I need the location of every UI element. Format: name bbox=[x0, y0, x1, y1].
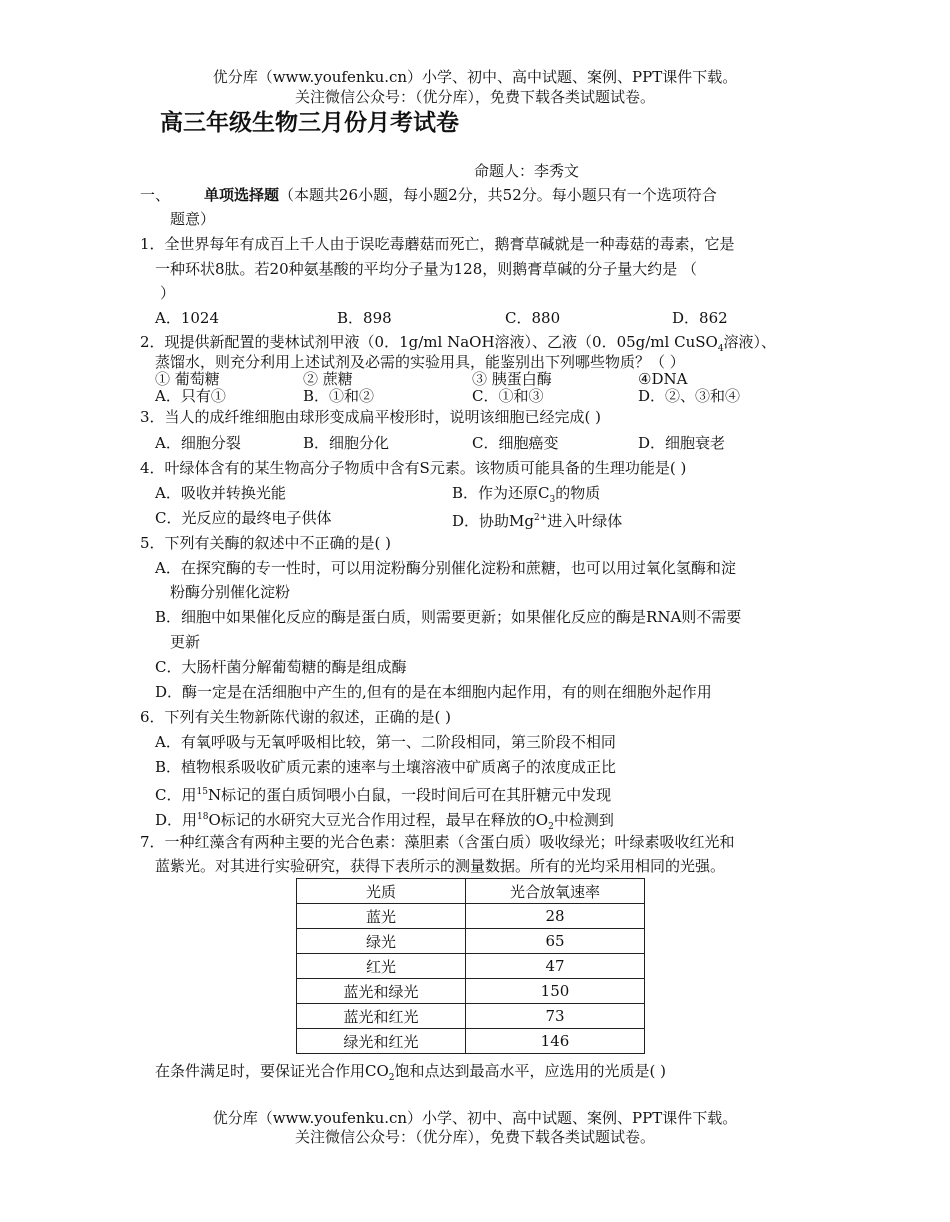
q1-stem-line-3: ） bbox=[160, 284, 176, 302]
q4-option-d-text: D．协助Mg bbox=[452, 512, 534, 530]
q6-o2-sub: 2 bbox=[548, 822, 554, 832]
q3-option-a[interactable]: A．细胞分裂 bbox=[155, 434, 241, 452]
q3-option-b[interactable]: B．细胞分化 bbox=[303, 434, 390, 452]
section-description: （本题共26小题，每小题2分，共52分。每小题只有一个选项符合 bbox=[279, 186, 717, 204]
q5-stem: 5．下列有关酶的叙述中不正确的是( ) bbox=[140, 534, 392, 552]
q7-stem-line-1: 7．一种红藻含有两种主要的光合色素：藻胆素（含蛋白质）吸收绿光；叶绿素吸收红光和 bbox=[140, 833, 735, 851]
q6-n15-sup: 15 bbox=[196, 787, 208, 797]
q1-option-c[interactable]: C．880 bbox=[505, 309, 561, 327]
q2-option-a[interactable]: A．只有① bbox=[155, 387, 226, 405]
table-cell-light: 绿光和红光 bbox=[297, 1029, 466, 1054]
q5-option-a[interactable]: A．在探究酶的专一性时，可以用淀粉酶分别催化淀粉和蔗糖，也可以用过氧化氢酶和淀 bbox=[155, 559, 736, 577]
table-cell-light: 蓝光和绿光 bbox=[297, 979, 466, 1004]
table-row bbox=[297, 979, 645, 1004]
q5-option-d[interactable]: D．酶一定是在活细胞中产生的,但有的是在本细胞内起作用，有的则在细胞外起作用 bbox=[155, 683, 712, 701]
footer-line-2: 关注微信公众号：（优分库），免费下载各类试题试卷。 bbox=[294, 1128, 655, 1146]
q2-item-2: ② 蔗糖 bbox=[303, 370, 353, 388]
q6-option-d-text-2: O标记的水研究大豆光合作用过程，最早在释放的O bbox=[208, 811, 549, 829]
light-quality-table bbox=[296, 878, 645, 1054]
q6-option-b[interactable]: B．植物根系吸收矿质元素的速率与土壤溶液中矿质离子的浓度成正比 bbox=[155, 758, 617, 776]
q5-option-a-cont: 粉酶分别催化淀粉 bbox=[170, 583, 291, 601]
q2-item-1: ① 葡萄糖 bbox=[155, 370, 220, 388]
table-header-light: 光质 bbox=[297, 879, 466, 904]
section-number: 一、 bbox=[140, 186, 171, 204]
q6-o18-sup: 18 bbox=[197, 812, 209, 822]
table-cell-light: 绿光 bbox=[297, 929, 466, 954]
q5-option-b-cont: 更新 bbox=[170, 633, 201, 651]
table-cell-light: 蓝光 bbox=[297, 904, 466, 929]
page-title: 高三年级生物三月份月考试卷 bbox=[160, 110, 459, 136]
table-row bbox=[297, 1004, 645, 1029]
section-description-cont: 题意） bbox=[170, 210, 216, 228]
q1-option-b[interactable]: B．898 bbox=[337, 309, 392, 327]
q2-option-b[interactable]: B．①和② bbox=[303, 387, 375, 405]
table-cell-rate: 73 bbox=[466, 1004, 645, 1029]
table-cell-rate: 150 bbox=[466, 979, 645, 1004]
table-row bbox=[297, 929, 645, 954]
q6-option-d-text: D．用 bbox=[155, 811, 198, 829]
q4-option-c[interactable]: C．光反应的最终电子供体 bbox=[155, 509, 332, 527]
q3-stem: 3．当人的成纤维细胞由球形变成扁平梭形时，说明该细胞已经完成( ) bbox=[140, 408, 602, 426]
q4-option-d-text-2: 进入叶绿体 bbox=[547, 512, 623, 530]
q2-so4-sub: 4 bbox=[717, 344, 724, 354]
q4-c3-sub: 3 bbox=[549, 495, 556, 505]
q3-option-d[interactable]: D．细胞衰老 bbox=[638, 434, 726, 452]
q5-option-b[interactable]: B．细胞中如果催化反应的酶是蛋白质，则需要更新；如果催化反应的酶是RNA则不需要 bbox=[155, 608, 742, 626]
table-cell-rate: 28 bbox=[466, 904, 645, 929]
footer-line-1: 优分库（www.youfenku.cn）小学、初中、高中试题、案例、PPT课件下载。 bbox=[212, 1109, 738, 1127]
q2-stem-text: 2．现提供新配置的斐林试剂甲液（0．1g/ml NaOH溶液）、乙液（0．05g/ml CuSO bbox=[140, 333, 718, 351]
q1-option-a[interactable]: A．1024 bbox=[155, 309, 220, 327]
table-cell-rate: 47 bbox=[466, 954, 645, 979]
section-heading bbox=[204, 184, 717, 206]
table-cell-rate: 65 bbox=[466, 929, 645, 954]
q6-stem: 6．下列有关生物新陈代谢的叙述，正确的是( ) bbox=[140, 708, 452, 726]
q2-option-d[interactable]: D．②、③和④ bbox=[638, 387, 741, 405]
q3-option-c[interactable]: C．细胞癌变 bbox=[472, 434, 559, 452]
q1-stem-line-1: 1．全世界每年有成百上千人由于误吃毒蘑菇而死亡，鹅膏草碱就是一种毒菇的毒素，它是 bbox=[140, 235, 735, 253]
q6-option-a[interactable]: A．有氧呼吸与无氧呼吸相比较，第一、二阶段相同，第三阶段不相同 bbox=[155, 733, 616, 751]
q1-stem-line-2: 一种环状8肽。若20种氨基酸的平均分子量为128，则鹅膏草碱的分子量大约是 （ bbox=[155, 260, 698, 278]
q4-option-a[interactable]: A．吸收并转换光能 bbox=[155, 484, 286, 502]
q4-mg-sup: 2+ bbox=[534, 513, 548, 523]
q4-option-b-text-2: 的物质 bbox=[555, 484, 601, 502]
table-row bbox=[297, 904, 645, 929]
q2-item-4: ④DNA bbox=[638, 370, 688, 388]
table-cell-rate: 146 bbox=[466, 1029, 645, 1054]
q2-stem-line-2: 蒸馏水，则充分利用上述试剂及必需的实验用具，能鉴别出下列哪些物质？（ ） bbox=[155, 353, 685, 371]
table-cell-light: 红光 bbox=[297, 954, 466, 979]
q4-stem: 4．叶绿体含有的某生物高分子物质中含有S元素。该物质可能具备的生理功能是( ) bbox=[140, 459, 687, 477]
q5-option-c[interactable]: C．大肠杆菌分解葡萄糖的酶是组成酶 bbox=[155, 658, 407, 676]
q4-option-b-text: B．作为还原C bbox=[452, 484, 550, 502]
q1-option-d[interactable]: D．862 bbox=[672, 309, 728, 327]
table-row bbox=[297, 954, 645, 979]
header-line-2: 关注微信公众号：（优分库），免费下载各类试题试卷。 bbox=[294, 88, 655, 106]
author-line: 命题人：李秀文 bbox=[474, 162, 580, 180]
q2-option-c[interactable]: C．①和③ bbox=[472, 387, 544, 405]
table-header-row bbox=[297, 879, 645, 904]
section-name: 单项选择题 bbox=[204, 186, 280, 204]
q7-co2-sub: 2 bbox=[388, 1073, 395, 1083]
q6-option-d-text-3: 中检测到 bbox=[553, 811, 614, 829]
header-line-1: 优分库（www.youfenku.cn）小学、初中、高中试题、案例、PPT课件下载。 bbox=[212, 68, 738, 86]
q6-option-c-text-2: N标记的蛋白质饲喂小白鼠，一段时间后可在其肝糖元中发现 bbox=[207, 786, 612, 804]
table-header-rate: 光合放氧速率 bbox=[466, 879, 645, 904]
table-row bbox=[297, 1029, 645, 1054]
q6-option-c[interactable] bbox=[155, 781, 611, 806]
q2-stem-text-b: 溶液）、 bbox=[723, 333, 777, 351]
q2-item-3: ③ 胰蛋白酶 bbox=[472, 370, 552, 388]
q7-stem-line-2: 蓝紫光。对其进行实验研究，获得下表所示的测量数据。所有的光均采用相同的光强。 bbox=[155, 857, 726, 875]
q6-option-c-text: C．用 bbox=[155, 786, 197, 804]
table-cell-light: 蓝光和红光 bbox=[297, 1004, 466, 1029]
q7-question-text-2: 饱和点达到最高水平，应选用的光质是( ) bbox=[394, 1062, 666, 1080]
q7-question bbox=[155, 1060, 666, 1089]
q7-question-text: 在条件满足时，要保证光合作用CO bbox=[155, 1062, 389, 1080]
q4-option-d[interactable] bbox=[452, 507, 622, 532]
